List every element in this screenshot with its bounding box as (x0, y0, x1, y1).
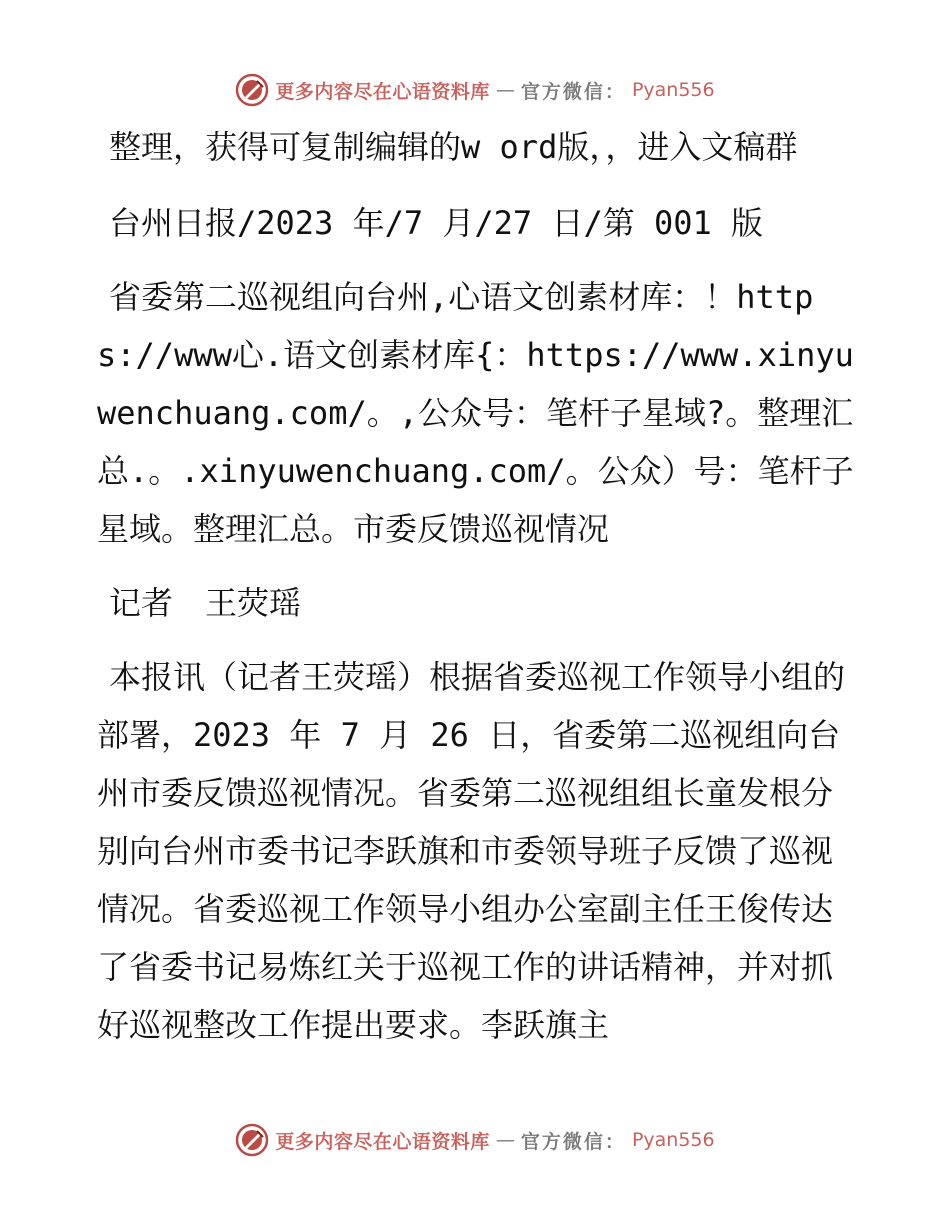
byline: 记者 王荧瑶 (109, 584, 302, 622)
watermark-separator: — (495, 1129, 515, 1151)
watermark-wechat-id: Pyan556 (631, 79, 715, 101)
watermark-official-label: 官方微信： (520, 80, 626, 103)
article-paragraph: 本报讯（记者王荧瑶）根据省委巡视工作领导小组的部署，2023 年 7 月 26 日，省委第二巡视组向台州市委反馈巡视情况。省委第二巡视组组长童发根分别向台州市委书记李跃旗和市委领导班子反馈了巡视情况。省委巡视工作领导小组办公室副主任王俊传达了省委书记易炼红关于巡视工作的讲话精神，并对抓好巡视整改工作提出要求。李跃旗主 (97, 658, 846, 1044)
pen-logo-icon (235, 1123, 269, 1157)
header-watermark (0, 70, 950, 110)
watermark-text: 更多内容尽在心语资料库 (275, 1130, 490, 1153)
watermark-official-label: 官方微信： (520, 1130, 626, 1153)
pen-logo-icon (235, 73, 269, 107)
article-title: 省委第二巡视组向台州,心语文创素材库：！https://www心.语文创素材库{：https://www.xinyuwenchuang.com/。,公众号：笔杆子星域?。整理汇总.。.xinyuwenchuang.com/。公众）号：笔杆子星域。整理汇总。市委反馈巡视情况 (97, 278, 854, 548)
watermark-text: 更多内容尽在心语资料库 (275, 80, 490, 103)
document-body (97, 118, 857, 1070)
footer-watermark (0, 1120, 950, 1160)
watermark-wechat-id: Pyan556 (631, 1129, 715, 1151)
intro-line: 整理，获得可复制编辑的w ord版，，进入文稿群 (109, 128, 798, 166)
watermark-separator: — (495, 79, 515, 101)
source-line: 台州日报/2023 年/7 月/27 日/第 001 版 (109, 204, 764, 242)
